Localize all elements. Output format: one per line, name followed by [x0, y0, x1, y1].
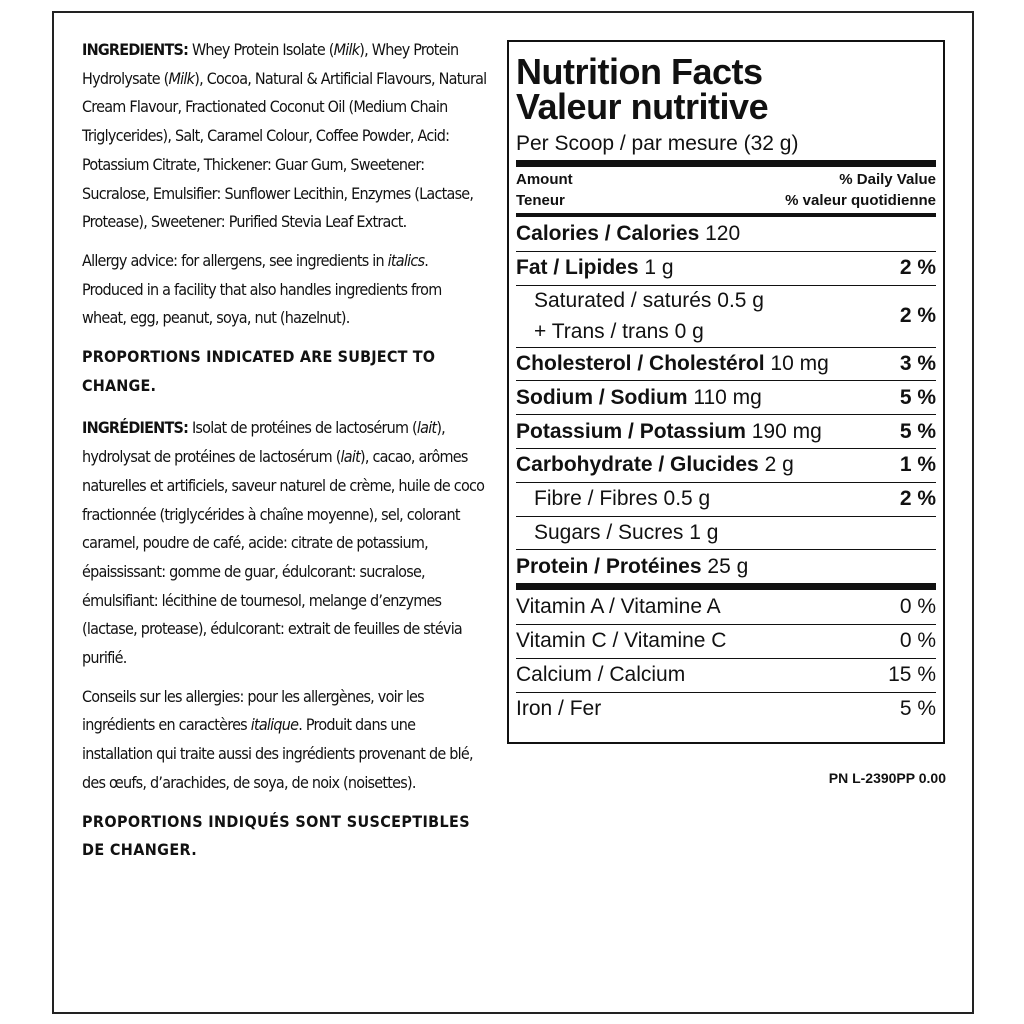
ingredients-en-text-2: ), Whey Protein Hydrolysate (	[82, 40, 459, 88]
allergy-en-italic: italics	[387, 250, 425, 270]
fibre-pct: 2 %	[899, 487, 936, 511]
ingredients-fr-heading: INGRÉDIENTS:	[82, 418, 189, 438]
part-number: PN L-2390PP 0.00	[828, 770, 946, 786]
ingredients-en	[82, 36, 488, 237]
vitamin-a-row	[516, 590, 936, 624]
calcium-label: Calcium / Calcium	[516, 663, 686, 687]
calcium-row	[516, 658, 936, 692]
allergen-milk-2: Milk	[168, 68, 195, 88]
fibre-label: Fibre / Fibres 0.5 g	[534, 487, 711, 511]
column-header	[516, 167, 936, 213]
ingredients-fr	[82, 414, 488, 672]
calcium-pct: 15 %	[888, 663, 936, 687]
allergy-fr-italic: italique	[250, 715, 299, 735]
allergy-advice-en	[82, 247, 488, 333]
vitamin-c-row	[516, 624, 936, 658]
protein-label: Protein / Protéines	[516, 554, 702, 578]
nutrition-title-en: Nutrition Facts	[516, 51, 763, 92]
fat-pct: 2 %	[899, 256, 936, 280]
fat-row	[516, 251, 936, 285]
amount-label-en: Amount	[516, 171, 573, 188]
sugars-row	[516, 516, 936, 550]
allergen-lait-1: lait	[416, 418, 437, 438]
sodium-pct: 5 %	[899, 385, 936, 409]
allergy-en-text-2: . Produced in a facility that also handles ingredients from wheat, egg, peanut, soya, nut (hazelnut).	[82, 250, 442, 328]
vitamin-c-pct: 0 %	[899, 629, 936, 653]
sugars-label: Sugars / Sucres 1 g	[534, 520, 719, 544]
saturated-trans-pct: 2 %	[899, 304, 936, 328]
iron-pct: 5 %	[899, 696, 936, 720]
saturated-label: Saturated / saturés 0.5 g	[534, 289, 764, 313]
vitamin-a-pct: 0 %	[899, 595, 936, 619]
daily-value-label-en: % Daily Value	[839, 171, 936, 188]
potassium-amount: 190 mg	[751, 419, 822, 443]
ingredients-column	[82, 36, 488, 865]
ingredients-fr-text-2: ), hydrolysat de protéines de lactosérum (	[82, 418, 445, 467]
potassium-pct: 5 %	[899, 419, 936, 443]
ingredients-en-text-3: ), Cocoa, Natural & Artificial Flavours, Natural Cream Flavour, Fractionated Coconut Oil (Medium Chain Triglycerides), Salt, Caramel Colour, Coffee Powder, Acid: Potassium Citrate, Thickener: Guar Gum, Sweetener: Sucralose, Emulsifier: Sunflower Lecithin, Enzymes (Lactase, Protease), Sweetener: Purified Stevia Leaf Extract.	[82, 68, 487, 232]
iron-label: Iron / Fer	[516, 696, 602, 720]
cholesterol-amount: 10 mg	[770, 351, 829, 375]
carbohydrate-pct: 1 %	[899, 453, 936, 477]
ingredients-fr-text-3: ), cacao, arômes naturelles et artificiels, saveur naturel de crème, huile de coco fractionnée (triglycérides à chaîne moyenne), sel, colorant caramel, poudre de café, acide: citrate de potassium, épaississant: gomme de guar, édulcorant: sucralose, émulsifiant: lécithine de tournesol, melange d’enzymes (lactase, protease), édulcorant: extrait de feuilles de stévia purifié.	[82, 447, 485, 668]
ingredients-en-heading: INGREDIENTS:	[82, 40, 189, 59]
carbohydrate-label: Carbohydrate / Glucides	[516, 453, 759, 477]
cholesterol-pct: 3 %	[899, 351, 936, 375]
allergy-fr-text-1: Conseils sur les allergies: pour les allergènes, voir les ingrédients en caractères	[82, 686, 424, 735]
nutrition-facts-panel	[507, 40, 945, 744]
proportions-notice-fr: PROPORTIONS INDIQUÉS SONT SUSCEPTIBLES DE CHANGER.	[82, 811, 470, 860]
vitamin-c-label: Vitamin C / Vitamine C	[516, 629, 727, 653]
iron-row	[516, 692, 936, 726]
ingredients-fr-text-1: Isolat de protéines de lactosérum (	[188, 418, 417, 438]
serving-size: Per Scoop / par mesure (32 g)	[516, 132, 799, 155]
trans-label: + Trans / trans 0 g	[534, 320, 704, 344]
proportions-notice-en: PROPORTIONS INDICATED ARE SUBJECT TO CHANGE.	[82, 347, 436, 395]
protein-amount: 25 g	[707, 554, 749, 578]
calories-label: Calories / Calories	[516, 221, 700, 245]
carbohydrate-row	[516, 448, 936, 482]
fibre-row	[516, 482, 936, 516]
amount-label-fr: Teneur	[516, 192, 565, 209]
vitamin-a-label: Vitamin A / Vitamine A	[516, 595, 721, 619]
carbohydrate-amount: 2 g	[764, 453, 794, 477]
allergen-milk-1: Milk	[333, 40, 360, 59]
allergy-advice-fr	[82, 683, 488, 798]
calories-value: 120	[705, 221, 741, 245]
potassium-row	[516, 414, 936, 448]
thick-divider	[516, 160, 936, 167]
calories-row	[516, 217, 936, 251]
nutrition-title-fr: Valeur nutritive	[516, 86, 769, 127]
protein-row	[516, 549, 936, 583]
daily-value-label-fr: % valeur quotidienne	[785, 192, 936, 209]
fat-amount: 1 g	[644, 256, 674, 280]
allergen-lait-2: lait	[340, 447, 360, 467]
cholesterol-row	[516, 347, 936, 381]
thick-divider-vitamins	[516, 583, 936, 590]
sodium-label: Sodium / Sodium	[516, 385, 688, 409]
sodium-row	[516, 380, 936, 414]
allergy-fr-text-2: . Produit dans une installation qui traite aussi des ingrédients provenant de blé, des œufs, d’arachides, de soya, de noix (noisettes).	[82, 715, 473, 792]
allergy-en-text-1: Allergy advice: for allergens, see ingredients in	[82, 250, 388, 270]
fat-label: Fat / Lipides	[516, 256, 639, 280]
sodium-amount: 110 mg	[693, 385, 762, 409]
cholesterol-label: Cholesterol / Cholestérol	[516, 351, 765, 375]
saturated-trans-row	[516, 285, 936, 347]
potassium-label: Potassium / Potassium	[516, 419, 746, 443]
ingredients-en-text-1: Whey Protein Isolate (	[188, 40, 334, 59]
